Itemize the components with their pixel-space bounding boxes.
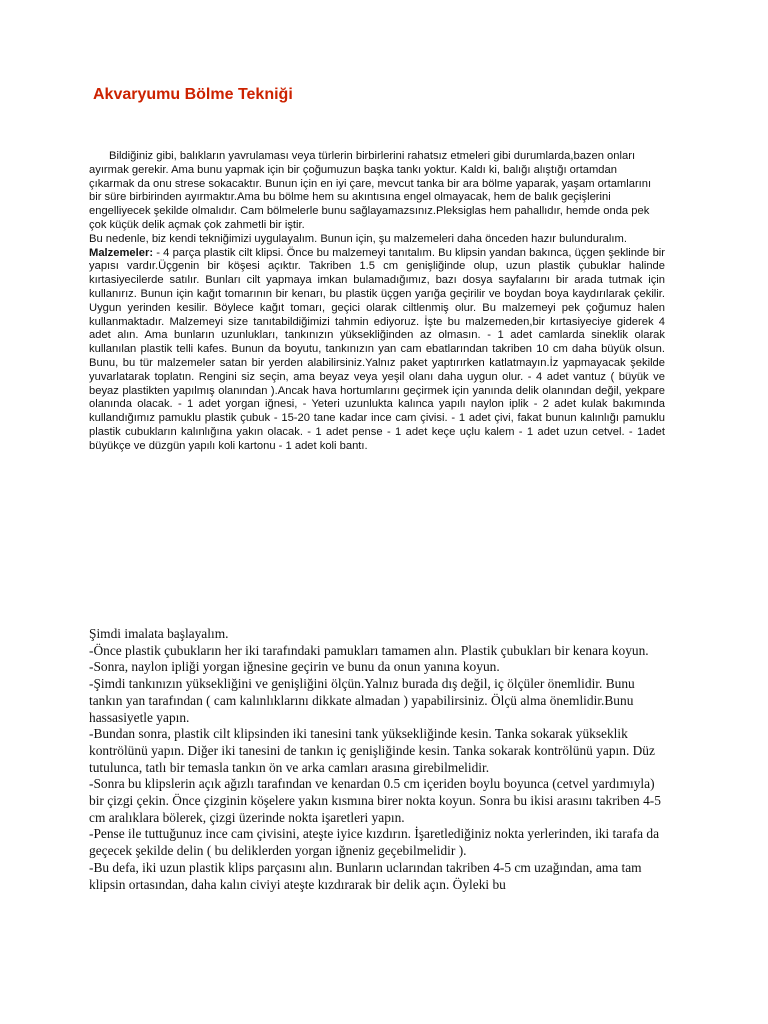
- page-title: Akvaryumu Bölme Tekniği: [93, 86, 293, 103]
- step-paragraph: -Bundan sonra, plastik cilt klipsinden iki tanesini tank yüksekliğinde kesin. Tanka sokarak yükseklik kontrölünü yapın. Diğer iki tanesini de tankın iç genişliğinde kesin. Tanka sokarak kontrölünü yapın. Düz tutulunca, tatlı bir temasla tankın ön ve arka camları arasına girebilmelidir.: [89, 726, 655, 775]
- step-paragraph: -Şimdi tankınızın yüksekliğini ve genişliğini ölçün.Yalnız burada dış değil, iç ölçüler önemlidir. Bunu tankın yan tarafından ( cam kalınlıklarını dikkate almadan ) yapabilirsiniz. Ölçü alma önemlidir.Bunu hassasiyetle yapın.: [89, 676, 635, 725]
- step-paragraph: -Pense ile tuttuğunuz ince cam çivisini, ateşte iyice kızdırın. İşaretlediğiniz nokta yerlerinden, iki tarafa da geçecek şekilde delin ( bu deliklerden yorgan iğneniz geçebilmelidir ).: [89, 826, 660, 859]
- step-paragraph: -Sonra, naylon ipliği yorgan iğnesine geçirin ve bunu da onun yanına koyun.: [89, 659, 500, 675]
- intro-paragraph-2: Bu nedenle, biz kendi tekniğimizi uygulayalım. Bunun için, şu malzemeleri daha önceden hazır bulunduralım.: [89, 232, 627, 245]
- step-paragraph: Şimdi imalata başlayalım.: [89, 626, 229, 641]
- materials-body: - 4 parça plastik cilt klipsi. Önce bu malzemeyi tanıtalım. Bu klipsin yandan bakınca, üçgen şeklinde bir yapısı vardır.Üçgenin bir köşesi açıktır. Takriben 1.5 cm genişliğinde olup, uzun plastik çubuklar halinde kırtasiyecilerde satılır. Bunları cilt yapmaya imkan bulamadığımız, bazı dosya sayfalarını bir arada tutmak için kullanırız. Bunun için kağıt tomarının bir kenarı, bu plastik üçgen yarığa geçirilir ve boydan boya kaydırılarak çekilir. Uygun yerinden kesilir. Böylece kağıt tomarı, geçici olarak ciltlenmiş olur. Bu malzemeyi pek çoğumuz halen kullanmaktadır. Malzemeyi size tanıtabildiğimizi tahmin ediyoruz. İşte bu malzemeden,bir kırtasiyeciye giderek 4 adet alın. Ama bunların uzunlukları, tankınızın yüksekliğinden az olmasın. - 1 adet camlarda sineklik olarak kullanılan plastik telli kafes. Bunun da boyutu, tankınızın yan cam ebatlarından takriben 10 cm daha büyük olsun. Bunu, bu tür malzemeler satan bir yerden alabilirsiniz.Yalnız paket yaptırırken katlatmayın.İz yapmayacak şekilde yuvarlatarak toplatın. Rengini siz seçin, ama beyaz veya yeşil olanı daha uygun olur. - 4 adet vantuz ( büyük ve beyaz plastikten yapılmış olanından ).Ancak hava hortumlarını geçirmek için yanında delik olanından değil, yekpare olanında olacak. - 1 adet yorgan iğnesi, - Yeteri uzunlukta kalınca yapılı naylon iplik - 2 adet kulak bakımında kullandığımız pamuklu plastik çubuk - 15-20 tane kadar ince cam çivisi. - 1 adet çivi, fakat bunun kalınlığı pamuklu plastik cubukların kalınlığına yakın olacak. - 1 adet pense - 1 adet keçe uçlu kalem - 1 adet uzun cetvel. - 1adet büyükçe ve düzgün yapılı koli kartonu - 1 adet koli bantı.: [89, 246, 665, 452]
- materials-list: [89, 247, 665, 454]
- steps-section: [89, 626, 665, 893]
- intro-paragraph: Bildiğiniz gibi, balıkların yavrulaması veya türlerin birbirlerini rahatsız etmeleri gibi durumlarda,bazen onları ayırmak gerekir. Ama bunu yapmak için bir çoğumuzun başka tankı yoktur. Kaldı ki, balığı alıştığı ortamdan çıkarmak da onu strese sokacaktır. Bunun için en iyi çare, mevcut tanka bir ara bölme yaparak, yaşam ortamlarını bir süre birbirinden ayırmaktır.Ama bu bölme hem su akıntısına engel olmayacak, hem de balık geçişlerini engelliyecek şekilde olmalıdır. Cam bölmelerle bunu sağlayamazsınız.Pleksiglas hem pahallıdır, hemde onda pek çok küçük delik açmak çok zahmetli bir iştir.: [89, 150, 652, 231]
- step-paragraph: -Sonra bu klipslerin açık ağızlı tarafından ve kenardan 0.5 cm içeriden boylu boyunca (cetvel yardımıyla) bir çizgi çekin. Önce çizginin köşelere yakın kısmına birer nokta koyun. Sonra bu ikisi arasını takriben 4-5 cm aralıklara bölerek, çizgi üzerinde nokta işaretleri yapın.: [89, 776, 661, 825]
- step-paragraph: -Önce plastik çubukların her iki tarafındaki pamukları tamamen alın. Plastik çubukları bir kenara koyun.: [89, 642, 649, 658]
- step-paragraph: -Bu defa, iki uzun plastik klips parçasını alın. Bunların uclarından takriben 4-5 cm uzağından, ama tam klipsin ortasından, daha kalın civiyi ateşte kızdırarak bir delik açın. Öyleki bu: [89, 859, 642, 892]
- materials-heading: Malzemeler:: [89, 246, 154, 259]
- intro-section: [89, 150, 665, 454]
